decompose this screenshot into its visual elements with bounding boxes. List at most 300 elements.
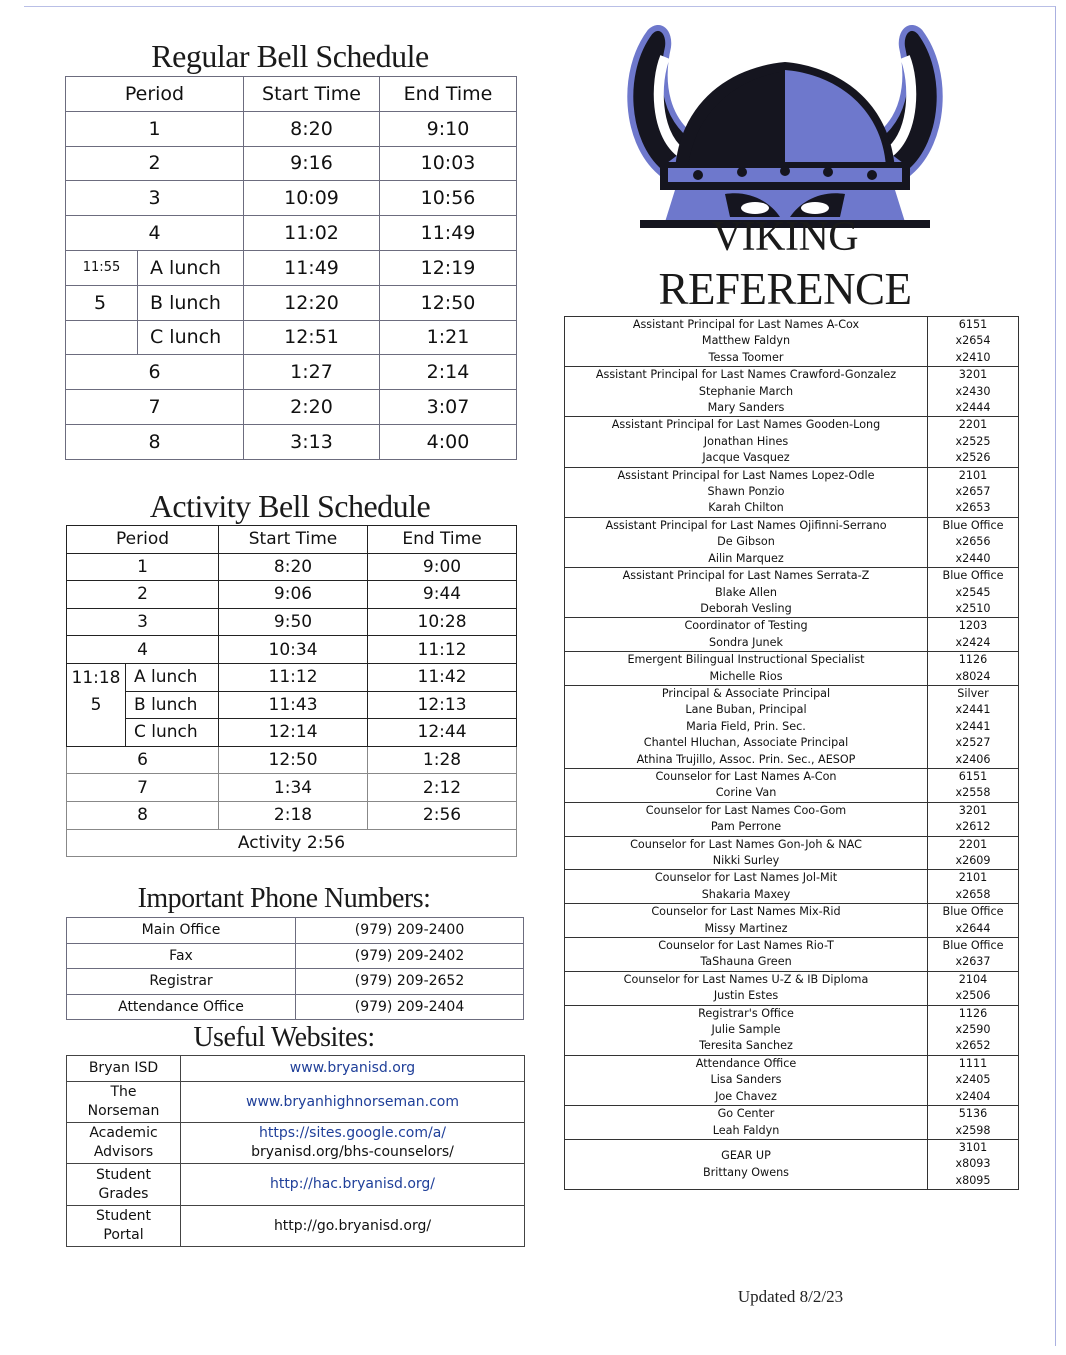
- directory-person: Justin Estes: [713, 989, 779, 1003]
- period-cell: 2: [66, 146, 244, 181]
- directory-role: Emergent Bilingual Instructional Specialist: [627, 653, 865, 667]
- table-row: [67, 746, 517, 774]
- site-label: [67, 1056, 181, 1082]
- site-label-line: Advisors: [93, 1144, 154, 1160]
- site-url[interactable]: www.bryanhighnorseman.com: [246, 1093, 459, 1110]
- directory-extension: x2527: [955, 736, 991, 750]
- directory-role-names: [565, 568, 928, 618]
- phone-number: (979) 209-2404: [296, 994, 524, 1020]
- start-cell: 9:16: [244, 146, 380, 181]
- directory-extension: x2656: [955, 535, 991, 549]
- directory-person: Joe Chavez: [715, 1089, 777, 1103]
- site-link[interactable]: [181, 1164, 525, 1206]
- table-row: [66, 285, 517, 320]
- directory-room: 2201: [958, 837, 988, 851]
- directory-extension: x2525: [955, 434, 991, 448]
- activity-footer-row: [67, 829, 517, 857]
- start-cell: 11:02: [244, 216, 380, 251]
- directory-room: 6151: [958, 318, 988, 331]
- directory-room: 2101: [958, 468, 988, 482]
- table-row: [67, 581, 517, 609]
- end-cell: 2:56: [368, 801, 517, 829]
- phone-number: (979) 209-2400: [296, 918, 524, 944]
- end-cell: 9:00: [368, 553, 517, 581]
- viking-helmet-logo-icon: [620, 22, 950, 232]
- header-period: Period: [67, 526, 219, 554]
- directory-person: Jonathan Hines: [703, 434, 789, 448]
- regular-schedule-title: Regular Bell Schedule: [151, 38, 429, 74]
- site-link[interactable]: [181, 1123, 525, 1164]
- lunch-label: C lunch: [138, 320, 244, 355]
- directory-room: 2201: [958, 418, 988, 432]
- directory-room-ext: [928, 1055, 1019, 1105]
- directory-row: [565, 317, 1019, 367]
- table-row: [66, 320, 517, 355]
- table-row: [66, 424, 517, 459]
- start-cell: 1:34: [219, 774, 368, 802]
- site-url-continued[interactable]: bryanisd.org/bhs-counselors/: [251, 1144, 454, 1160]
- websites-title: Useful Websites:: [193, 1022, 375, 1053]
- directory-row: [565, 1055, 1019, 1105]
- directory-row: [565, 768, 1019, 802]
- directory-extension: x2440: [955, 551, 991, 565]
- directory-extension: x2612: [955, 820, 991, 834]
- directory-role: Attendance Office: [695, 1056, 797, 1070]
- activity-footer: Activity 2:56: [67, 829, 517, 857]
- start-cell: 2:18: [219, 801, 368, 829]
- directory-role: Assistant Principal for Last Names A-Cox: [632, 318, 860, 331]
- directory-person: Mary Sanders: [707, 401, 785, 415]
- lunch-time-note: 11:18: [67, 663, 126, 691]
- table-row: [66, 390, 517, 425]
- directory-person: Sondra Junek: [709, 635, 783, 649]
- directory-room: Blue Office: [942, 939, 1004, 953]
- start-cell: 12:14: [219, 719, 368, 747]
- directory-room: 1111: [958, 1056, 988, 1070]
- start-cell: 9:50: [219, 608, 368, 636]
- table-row: [67, 1206, 525, 1247]
- directory-extension: x2441: [955, 719, 991, 733]
- end-cell: 1:28: [368, 746, 517, 774]
- end-cell: 12:13: [368, 691, 517, 719]
- header-end-time: End Time: [380, 77, 517, 112]
- directory-person: Matthew Faldyn: [701, 334, 791, 348]
- directory-role-names: [565, 1139, 928, 1189]
- directory-room-ext: [928, 870, 1019, 904]
- directory-person: Athina Trujillo, Assoc. Prin. Sec., AESOP: [636, 752, 856, 766]
- directory-person: Julie Sample: [711, 1023, 781, 1037]
- site-url[interactable]: http://go.bryanisd.org/: [273, 1217, 432, 1234]
- directory-row: [565, 417, 1019, 467]
- header-end-time: End Time: [368, 526, 517, 554]
- end-cell: 9:44: [368, 581, 517, 609]
- site-label: [67, 1082, 181, 1123]
- directory-extension: x8024: [955, 669, 991, 683]
- directory-row: [565, 904, 1019, 938]
- directory-extension: x2658: [955, 887, 991, 901]
- directory-row: [565, 652, 1019, 686]
- directory-room: Blue Office: [942, 569, 1004, 583]
- empty-cell: [67, 719, 126, 747]
- directory-extension: x2637: [955, 955, 991, 969]
- end-cell: 1:21: [380, 320, 517, 355]
- lunch-label: C lunch: [126, 719, 219, 747]
- directory-row: [565, 836, 1019, 870]
- directory-row: [565, 568, 1019, 618]
- site-label: [67, 1123, 181, 1164]
- table-row: [67, 719, 517, 747]
- activity-schedule-table: [66, 525, 517, 857]
- directory-row: [565, 1139, 1019, 1189]
- table-row: [67, 691, 517, 719]
- phone-number: (979) 209-2402: [296, 943, 524, 969]
- end-cell: 10:03: [380, 146, 517, 181]
- period-cell: 1: [67, 553, 219, 581]
- directory-room: 1126: [958, 653, 988, 667]
- directory-row: [565, 517, 1019, 567]
- header-period: Period: [66, 77, 244, 112]
- directory-room-ext: [928, 417, 1019, 467]
- directory-role-names: [565, 417, 928, 467]
- table-row: [66, 111, 517, 146]
- directory-room-ext: [928, 652, 1019, 686]
- directory-extension: x2410: [955, 350, 991, 364]
- reference-title: REFERENCE: [658, 264, 912, 314]
- end-cell: 2:14: [380, 355, 517, 390]
- directory-row: [565, 1005, 1019, 1055]
- directory-role-names: [565, 802, 928, 836]
- websites-table: [66, 1055, 525, 1247]
- directory-role-names: [565, 1055, 928, 1105]
- table-row: [66, 181, 517, 216]
- directory-role-names: [565, 467, 928, 517]
- directory-room: 6151: [958, 769, 988, 783]
- directory-row: [565, 618, 1019, 652]
- site-link[interactable]: [181, 1082, 525, 1123]
- directory-extension: x2405: [955, 1073, 991, 1087]
- directory-role-names: [565, 367, 928, 417]
- directory-extension: x2444: [955, 401, 991, 415]
- end-cell: 3:07: [380, 390, 517, 425]
- period-cell: 7: [66, 390, 244, 425]
- start-cell: 8:20: [244, 111, 380, 146]
- period-cell: 4: [66, 216, 244, 251]
- header-start-time: Start Time: [219, 526, 368, 554]
- directory-role-names: [565, 904, 928, 938]
- directory-person: Michelle Rios: [709, 669, 783, 683]
- start-cell: 12:50: [219, 746, 368, 774]
- directory-room: 2104: [958, 972, 988, 986]
- directory-person: Lisa Sanders: [710, 1073, 782, 1087]
- directory-role: Counselor for Last Names Gon-Joh & NAC: [630, 837, 862, 851]
- period-cell: 2: [67, 581, 219, 609]
- directory-person: Shawn Ponzio: [707, 485, 785, 499]
- directory-person: Teresita Sanchez: [699, 1039, 793, 1053]
- directory-room-ext: [928, 904, 1019, 938]
- lunch-label: A lunch: [126, 663, 219, 691]
- directory-row: [565, 685, 1019, 768]
- table-header-row: [66, 77, 517, 112]
- directory-room-ext: [928, 1106, 1019, 1140]
- directory-role: Assistant Principal for Last Names Ojifinni-Serrano: [605, 518, 887, 532]
- start-cell: 8:20: [219, 553, 368, 581]
- staff-directory-table: [564, 316, 1019, 1190]
- directory-person: Corine Van: [715, 786, 777, 800]
- directory-role: Counselor for Last Names U-Z & IB Diploma: [623, 972, 869, 986]
- end-cell: 11:42: [368, 663, 517, 691]
- directory-row: [565, 1106, 1019, 1140]
- table-row: [67, 943, 524, 969]
- directory-role: Assistant Principal for Last Names Serrata-Z: [622, 569, 870, 583]
- directory-room: Blue Office: [942, 905, 1004, 919]
- site-label-line: Student: [95, 1166, 152, 1183]
- directory-extension: x2545: [955, 585, 991, 599]
- directory-person: De Gibson: [717, 535, 775, 549]
- directory-room: Blue Office: [942, 518, 1004, 532]
- table-row: [67, 663, 517, 691]
- directory-role: Principal & Associate Principal: [661, 686, 831, 700]
- end-cell: 10:56: [380, 181, 517, 216]
- directory-extension: x2653: [955, 501, 991, 515]
- table-row: [66, 216, 517, 251]
- updated-date: Updated 8/2/23: [737, 1287, 844, 1306]
- period-cell: 8: [67, 801, 219, 829]
- period-cell: 4: [67, 636, 219, 664]
- directory-role-names: [565, 517, 928, 567]
- directory-extension: x2609: [955, 854, 991, 867]
- directory-extension: x2590: [955, 1023, 991, 1037]
- lunch-period: 5: [66, 285, 138, 320]
- table-row: [67, 1082, 525, 1123]
- table-row: [66, 355, 517, 390]
- directory-room-ext: [928, 685, 1019, 768]
- phone-label: Registrar: [67, 969, 296, 995]
- site-url[interactable]: https://sites.google.com/a/: [259, 1125, 446, 1141]
- directory-role-names: [565, 938, 928, 972]
- table-row: [67, 918, 524, 944]
- directory-person: Karah Chilton: [708, 501, 784, 515]
- header-start-time: Start Time: [244, 77, 380, 112]
- empty-cell: [66, 320, 138, 355]
- directory-person: Deborah Vesling: [700, 601, 792, 615]
- directory-extension: x2424: [955, 635, 991, 649]
- directory-room: Silver: [957, 686, 989, 700]
- lunch-label: B lunch: [138, 285, 244, 320]
- directory-extension: x8093: [955, 1157, 991, 1171]
- start-cell: 3:13: [244, 424, 380, 459]
- end-cell: 4:00: [380, 424, 517, 459]
- period-cell: 8: [66, 424, 244, 459]
- period-cell: 3: [66, 181, 244, 216]
- site-link[interactable]: [181, 1206, 525, 1247]
- start-cell: 11:43: [219, 691, 368, 719]
- start-cell: 10:09: [244, 181, 380, 216]
- table-row: [67, 1164, 525, 1206]
- directory-room: 3201: [958, 368, 988, 382]
- directory-room-ext: [928, 836, 1019, 870]
- site-url[interactable]: http://hac.bryanisd.org/: [269, 1176, 436, 1192]
- lunch-label: B lunch: [126, 691, 219, 719]
- directory-role: Counselor for Last Names Mix-Rid: [651, 905, 841, 919]
- regular-schedule-table: [65, 76, 517, 460]
- site-label-line: Grades: [98, 1185, 149, 1202]
- period-cell: 6: [66, 355, 244, 390]
- table-row: [67, 553, 517, 581]
- directory-extension: x2430: [955, 384, 991, 398]
- directory-extension: x2510: [955, 601, 991, 615]
- directory-extension: x2598: [955, 1123, 991, 1137]
- table-row: [67, 1123, 525, 1164]
- directory-row: [565, 870, 1019, 904]
- directory-person: Jacque Vasquez: [702, 451, 790, 465]
- directory-person: Missy Martinez: [704, 921, 788, 935]
- directory-role: Assistant Principal for Last Names Lopez-Odle: [617, 468, 875, 482]
- directory-row: [565, 367, 1019, 417]
- directory-role: Assistant Principal for Last Names Crawford-Gonzalez: [595, 368, 897, 382]
- directory-role-names: [565, 652, 928, 686]
- directory-role-names: [565, 1106, 928, 1140]
- directory-extension: x2654: [955, 334, 991, 348]
- phone-number: (979) 209-2652: [296, 969, 524, 995]
- directory-room: 1126: [958, 1006, 988, 1020]
- directory-person: Brittany Owens: [702, 1165, 790, 1179]
- site-label: [67, 1164, 181, 1206]
- table-row: [67, 636, 517, 664]
- directory-role: Go Center: [717, 1107, 775, 1121]
- directory-room-ext: [928, 768, 1019, 802]
- directory-extension: x2657: [955, 485, 991, 499]
- end-cell: 9:10: [380, 111, 517, 146]
- lunch-period: 5: [67, 691, 126, 719]
- directory-room-ext: [928, 802, 1019, 836]
- lunch-time-note: 11:55: [66, 250, 138, 285]
- directory-person: Nikki Surley: [712, 854, 780, 867]
- directory-room: 1203: [958, 619, 988, 633]
- directory-role-names: [565, 870, 928, 904]
- end-cell: 10:28: [368, 608, 517, 636]
- table-row: [66, 146, 517, 181]
- directory-room: 3101: [958, 1140, 988, 1154]
- directory-person: TaShauna Green: [700, 955, 792, 969]
- start-cell: 2:20: [244, 390, 380, 425]
- directory-person: Tessa Toomer: [708, 350, 784, 364]
- directory-role: Counselor for Last Names Rio-T: [658, 939, 834, 953]
- directory-role: Counselor for Last Names Jol-Mit: [654, 871, 838, 885]
- directory-row: [565, 467, 1019, 517]
- end-cell: 12:44: [368, 719, 517, 747]
- phone-numbers-table: [66, 917, 524, 1020]
- phone-label: Attendance Office: [67, 994, 296, 1020]
- phone-numbers-title: Important Phone Numbers:: [137, 883, 431, 914]
- directory-room: 5136: [958, 1107, 988, 1121]
- start-cell: 11:49: [244, 250, 380, 285]
- period-cell: 6: [67, 746, 219, 774]
- phone-label: Fax: [67, 943, 296, 969]
- site-label-line: Norseman: [87, 1103, 160, 1119]
- directory-person: Lane Buban, Principal: [685, 703, 807, 717]
- directory-role: GEAR UP: [721, 1149, 771, 1163]
- directory-room-ext: [928, 618, 1019, 652]
- site-label-line: The: [110, 1084, 137, 1100]
- directory-extension: x2558: [955, 786, 991, 800]
- directory-extension: x2644: [955, 921, 991, 935]
- table-row: [67, 608, 517, 636]
- end-cell: 12:19: [380, 250, 517, 285]
- directory-extension: x8095: [955, 1173, 991, 1187]
- directory-role-names: [565, 618, 928, 652]
- directory-role: Registrar's Office: [698, 1006, 794, 1020]
- directory-person: Maria Field, Prin. Sec.: [686, 719, 806, 733]
- site-label-line: Bryan ISD: [88, 1060, 159, 1076]
- directory-extension: x2506: [955, 989, 991, 1003]
- directory-room-ext: [928, 568, 1019, 618]
- site-label: [67, 1206, 181, 1247]
- table-row: [67, 774, 517, 802]
- directory-role: Counselor for Last Names Coo-Gom: [645, 803, 847, 817]
- directory-person: Blake Allen: [714, 585, 777, 599]
- directory-person: Stephanie March: [698, 384, 794, 398]
- directory-room-ext: [928, 467, 1019, 517]
- directory-role-names: [565, 685, 928, 768]
- directory-role-names: [565, 317, 928, 367]
- end-cell: 11:12: [368, 636, 517, 664]
- directory-role-names: [565, 1005, 928, 1055]
- directory-room-ext: [928, 938, 1019, 972]
- directory-person: Chantel Hluchan, Associate Principal: [643, 736, 849, 750]
- directory-room: 3201: [958, 803, 988, 817]
- activity-schedule-title: Activity Bell Schedule: [149, 488, 431, 524]
- directory-room-ext: [928, 971, 1019, 1005]
- viking-title: VIKING: [711, 214, 859, 260]
- directory-room-ext: [928, 1139, 1019, 1189]
- period-cell: 3: [67, 608, 219, 636]
- directory-row: [565, 938, 1019, 972]
- directory-row: [565, 971, 1019, 1005]
- table-row: [67, 1056, 525, 1082]
- directory-room-ext: [928, 517, 1019, 567]
- directory-role-names: [565, 836, 928, 870]
- end-cell: 11:49: [380, 216, 517, 251]
- site-link[interactable]: [181, 1056, 525, 1082]
- site-label-line: Academic: [89, 1125, 158, 1141]
- table-row: [66, 250, 517, 285]
- directory-row: [565, 802, 1019, 836]
- start-cell: 12:51: [244, 320, 380, 355]
- directory-room-ext: [928, 367, 1019, 417]
- directory-role-names: [565, 768, 928, 802]
- period-cell: 7: [67, 774, 219, 802]
- start-cell: 12:20: [244, 285, 380, 320]
- site-label-line: Student: [95, 1208, 152, 1224]
- site-url[interactable]: www.bryanisd.org: [289, 1060, 416, 1076]
- directory-person: Shakaria Maxey: [701, 887, 791, 901]
- table-header-row: [67, 526, 517, 554]
- directory-role: Coordinator of Testing: [684, 619, 808, 633]
- table-row: [67, 969, 524, 995]
- staff-directory-body: [565, 317, 1019, 1190]
- directory-person: Leah Faldyn: [712, 1123, 780, 1137]
- table-row: [67, 994, 524, 1020]
- directory-extension: x2652: [955, 1039, 991, 1053]
- directory-room: 2101: [958, 871, 988, 885]
- directory-person: Pam Perrone: [710, 820, 782, 834]
- phone-label: Main Office: [67, 918, 296, 944]
- period-cell: 1: [66, 111, 244, 146]
- start-cell: 9:06: [219, 581, 368, 609]
- directory-room-ext: [928, 1005, 1019, 1055]
- site-label-line: Portal: [103, 1227, 144, 1243]
- directory-role: Counselor for Last Names A-Con: [655, 769, 837, 783]
